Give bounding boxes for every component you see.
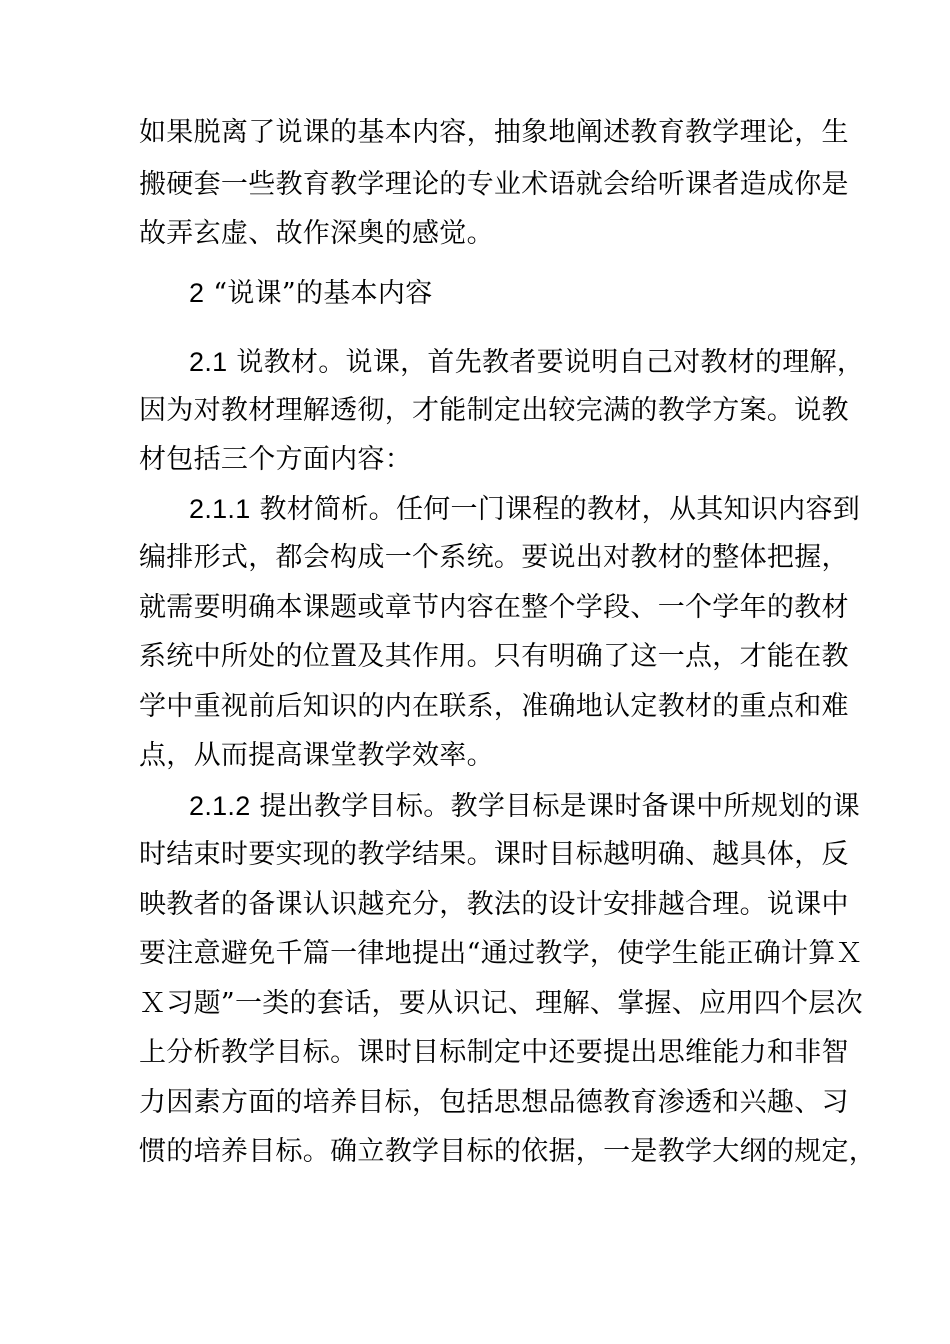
- paragraph-line: 时结束时要实现的教学结果。课时目标越明确、越具体，反: [139, 839, 849, 870]
- section-number: 2.1.2: [189, 791, 251, 821]
- paragraph-line: Ｘ习题”一类的套话，要从识记、理解、掌握、应用四个层次: [139, 988, 863, 1019]
- paragraph-line: 就需要明确本课题或章节内容在整个学段、一个学年的教材: [139, 592, 849, 623]
- paragraph-line: 因为对教材理解透彻，才能制定出较完满的教学方案。说教: [139, 395, 849, 426]
- paragraph-line: 要注意避免千篇一律地提出“通过教学，使学生能正确计算Ｘ: [139, 938, 863, 969]
- paragraph-line: 映教者的备课认识越充分，教法的设计安排越合理。说课中: [139, 889, 849, 920]
- paragraph-text: 教材简析。任何一门课程的教材，从其知识内容到: [259, 494, 861, 525]
- section-number: 2.1: [189, 347, 228, 377]
- paragraph-text: 说教材。说课，首先教者要说明自己对教材的理解，: [236, 347, 865, 378]
- paragraph-line: 点，从而提高课堂教学效率。: [139, 740, 494, 771]
- paragraph-line: 搬硬套一些教育教学理论的专业术语就会给听课者造成你是: [139, 169, 849, 200]
- paragraph-text: 提出教学目标。教学目标是课时备课中所规划的课: [259, 791, 861, 822]
- paragraph-line: 材包括三个方面内容：: [139, 444, 412, 475]
- paragraph-line: 系统中所处的位置及其作用。只有明确了这一点，才能在教: [139, 641, 849, 672]
- paragraph-line: [189, 342, 879, 382]
- paragraph-line: [189, 786, 879, 826]
- paragraph-line: 力因素方面的培养目标，包括思想品德教育渗透和兴趣、习: [139, 1087, 849, 1118]
- paragraph-line: 编排形式，都会构成一个系统。要说出对教材的整体把握，: [139, 542, 849, 573]
- section-number: 2.1.1: [189, 494, 251, 524]
- section-title: “说课”的基本内容: [213, 278, 433, 309]
- paragraph-line: 上分析教学目标。课时目标制定中还要提出思维能力和非智: [139, 1037, 849, 1068]
- section-heading: [189, 273, 879, 313]
- paragraph-line: 学中重视前后知识的内在联系，准确地认定教材的重点和难: [139, 691, 849, 722]
- paragraph-line: 惯的培养目标。确立教学目标的依据，一是教学大纲的规定，: [139, 1136, 877, 1167]
- paragraph-line: 故弄玄虚、故作深奥的感觉。: [139, 218, 494, 249]
- paragraph-line: 如果脱离了说课的基本内容，抽象地阐述教育教学理论，生: [139, 117, 849, 148]
- section-number: 2: [189, 278, 205, 308]
- paragraph-line: [189, 489, 879, 529]
